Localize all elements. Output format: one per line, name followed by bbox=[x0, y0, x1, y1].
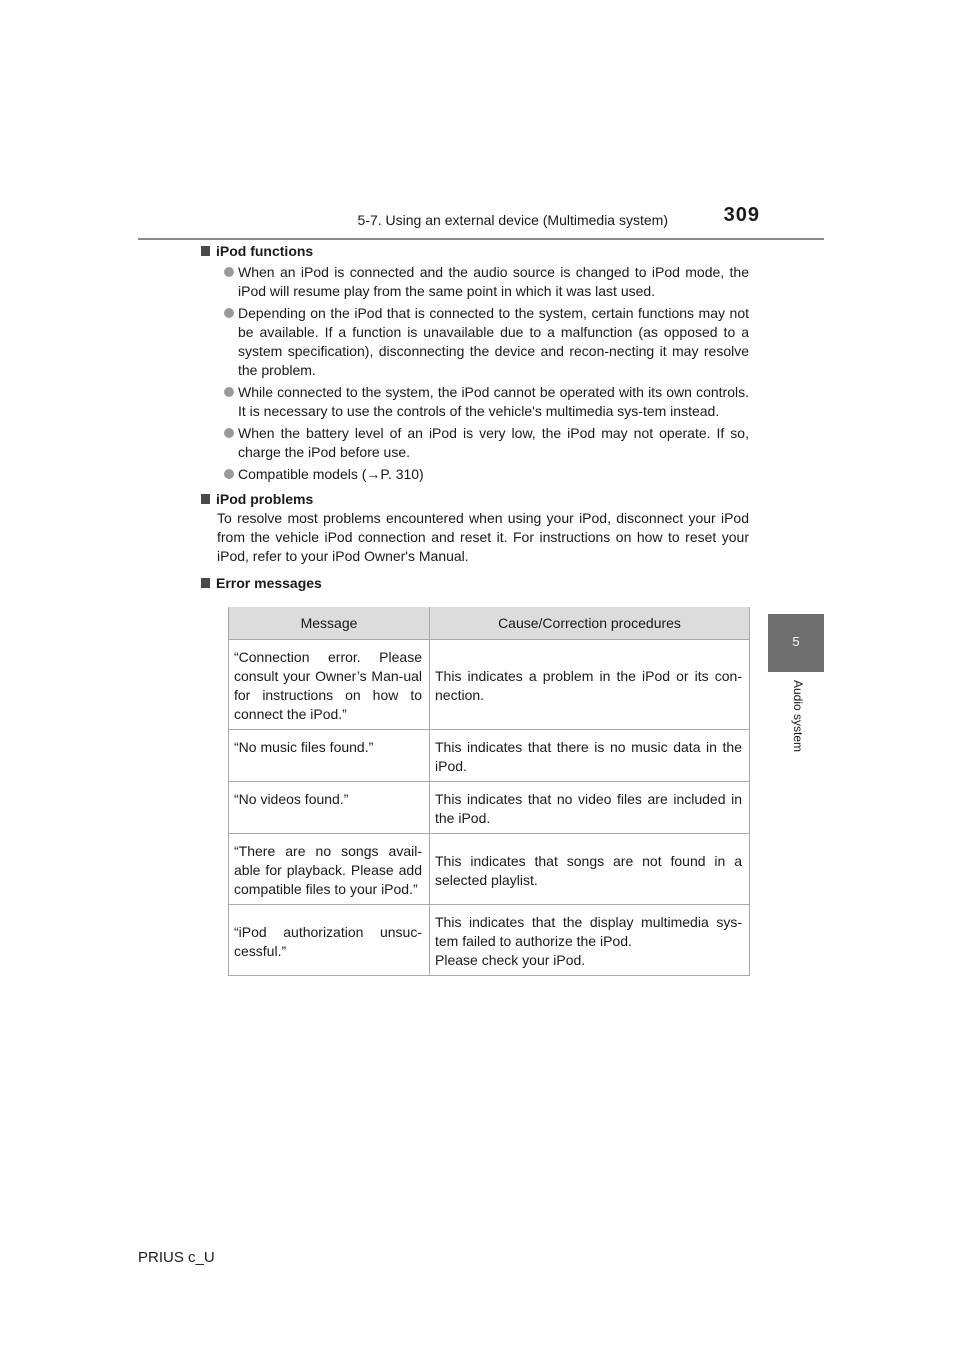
message-cell: “Connection error. Please consult your Owner’s Man-ual for instructions on how to connect the iPod.” bbox=[229, 640, 430, 730]
circle-bullet-icon bbox=[224, 428, 234, 438]
table-row bbox=[229, 905, 750, 976]
message-cell: “No videos found.” bbox=[229, 782, 430, 834]
cause-cell: This indicates a problem in the iPod or its con-nection. bbox=[430, 640, 750, 730]
column-header-message: Message bbox=[229, 607, 430, 640]
square-bullet-icon bbox=[201, 494, 210, 504]
section-heading-ipod-functions: iPod functions bbox=[201, 242, 749, 261]
list-item: Depending on the iPod that is connected to the system, certain functions may not be available. If a function is unavailable due to a malfunction (as opposed to a system specification), disconnecting the device and recon-necting it may resolve the problem. bbox=[201, 304, 749, 380]
list-item: Compatible models (→P. 310) bbox=[201, 465, 749, 484]
chapter-tab bbox=[768, 614, 824, 672]
section-title: 5-7. Using an external device (Multimedia system) bbox=[357, 212, 668, 228]
circle-bullet-icon bbox=[224, 469, 234, 479]
chapter-label: Audio system bbox=[791, 680, 805, 753]
circle-bullet-icon bbox=[224, 267, 234, 277]
list-item: When the battery level of an iPod is very low, the iPod may not operate. If so, charge the iPod before use. bbox=[201, 424, 749, 462]
section-heading-error-messages: Error messages bbox=[201, 574, 749, 593]
table-row bbox=[229, 730, 750, 782]
table-header-row bbox=[229, 607, 750, 640]
list-item: When an iPod is connected and the audio source is changed to iPod mode, the iPod will resume play from the same point in which it was last used. bbox=[201, 263, 749, 301]
ipod-problems-text: To resolve most problems encountered when using your iPod, disconnect your iPod from the vehicle iPod connection and reset it. For instructions on how to reset your iPod, refer to your iPod Owner's Manual. bbox=[217, 510, 749, 564]
table-row bbox=[229, 640, 750, 730]
cause-cell: This indicates that the display multimedia sys-tem failed to authorize the iPod. Please check your iPod. bbox=[430, 905, 750, 976]
cause-cell: This indicates that songs are not found in a selected playlist. bbox=[430, 834, 750, 905]
message-cell: “iPod authorization unsuc-cessful.” bbox=[229, 905, 430, 976]
table-row bbox=[229, 782, 750, 834]
cause-cell: This indicates that no video files are included in the iPod. bbox=[430, 782, 750, 834]
page-content bbox=[201, 242, 749, 593]
message-cell: “No music files found.” bbox=[229, 730, 430, 782]
model-id: PRIUS c_U bbox=[138, 1249, 215, 1266]
square-bullet-icon bbox=[201, 578, 210, 588]
ipod-functions-list bbox=[201, 263, 749, 484]
section-heading-ipod-problems: iPod problems bbox=[201, 490, 749, 509]
error-messages-table bbox=[228, 607, 750, 976]
page-header bbox=[138, 204, 824, 240]
list-item: While connected to the system, the iPod cannot be operated with its own controls. It is necessary to use the controls of the vehicle's multimedia sys-tem instead. bbox=[201, 383, 749, 421]
page-number: 309 bbox=[723, 204, 760, 226]
square-bullet-icon bbox=[201, 246, 210, 256]
table-row bbox=[229, 834, 750, 905]
circle-bullet-icon bbox=[224, 387, 234, 397]
chapter-number: 5 bbox=[792, 634, 800, 649]
message-cell: “There are no songs avail-able for playback. Please add compatible files to your iPod.” bbox=[229, 834, 430, 905]
column-header-cause: Cause/Correction procedures bbox=[430, 607, 750, 640]
cause-cell: This indicates that there is no music data in the iPod. bbox=[430, 730, 750, 782]
circle-bullet-icon bbox=[224, 308, 234, 318]
